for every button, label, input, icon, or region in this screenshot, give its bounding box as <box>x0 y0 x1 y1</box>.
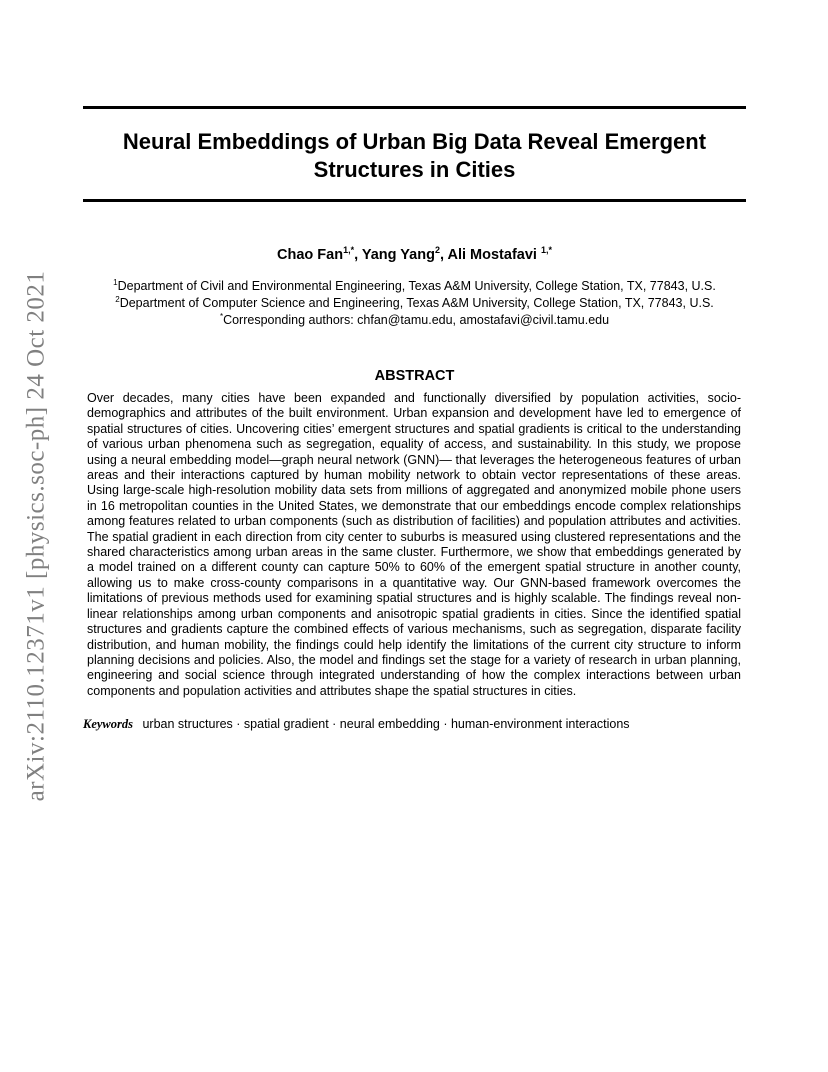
abstract-heading: ABSTRACT <box>374 368 455 384</box>
corresponding-author-line <box>83 312 746 329</box>
paper-title-line-1: Neural Embeddings of Urban Big Data Reveal Emergent <box>122 129 707 154</box>
affiliation-list <box>83 278 746 329</box>
affiliation-line <box>83 295 746 312</box>
arxiv-identifier-stamp <box>20 256 52 816</box>
author-name: Ali Mostafavi <box>447 247 537 263</box>
title-top-rule <box>83 106 746 109</box>
arxiv-identifier-text: arXiv:2110.12371v1 [physics.soc-ph] 24 Oct 2021 <box>22 270 49 802</box>
affiliation-line <box>83 278 746 295</box>
author-affiliation-marks: 2 <box>434 245 440 256</box>
paper-title <box>83 128 746 184</box>
abstract-body: Over decades, many cities have been expanded and functionally diversified by population activities, socio-demographics and attributes of the built environment. Urban expansion and development have led to emergence of spatial structures of cities. Uncovering cities’ emergent structures and spatial gradients is critical to the understanding of various urban phenomena such as segregation, equality of access, and sustainability. In this study, we propose using a neural embedding model—graph neural network (GNN)— that leverages the heterogeneous features of urban areas and their interactions captured by human mobility network to obtain vector representations of these areas. Using large-scale high-resolution mobility data sets from millions of aggregated and anonymized mobile phone users in 16 metropolitan counties in the United States, we demonstrate that our embeddings encode complex relationships among features related to urban components (such as distribution of facilities) and population attributes and activities. The spatial gradient in each direction from city center to suburbs is measured using clustered representations and the shared characteristics among urban areas in the same cluster. Furthermore, we show that embeddings generated by a model trained on a different county can capture 50% to 60% of the emergent spatial structure in another county, allowing us to make cross-county comparisons in a quantitative way. Our GNN-based framework overcomes the limitations of previous methods used for examining spatial structures and is highly scalable. The findings reveal non-linear relationships among urban components and anisotropic spatial gradients in cities. Since the identified spatial structures and gradients capture the combined effects of various mechanisms, such as segregation, disparate facility distribution, and human mobility, the findings could help identify the limitations of the current city structure to inform planning decisions and policies. Also, the model and findings set the stage for a variety of research in urban planning, engineering and social science through integrated understanding of how the complex interactions between urban components and population activities and attributes shape the spatial structures in cities. <box>87 391 741 698</box>
author-list <box>83 245 746 265</box>
corresponding-author-text: Corresponding authors: chfan@tamu.edu, amostafavi@civil.tamu.edu <box>223 313 610 327</box>
author-name: Chao Fan <box>277 247 344 263</box>
author-separator: , <box>439 247 448 263</box>
title-bottom-rule <box>83 199 746 202</box>
affiliation-text: Department of Civil and Environmental Engineering, Texas A&M University, College Station, TX, 77843, U.S. <box>117 279 716 293</box>
author-affiliation-marks: 1,* <box>343 245 355 256</box>
author-name: Yang Yang <box>361 247 435 263</box>
author-separator: , <box>354 247 362 263</box>
author-affiliation-marks: 1,* <box>540 245 552 256</box>
keywords-line <box>83 716 746 732</box>
paper-title-line-2: Structures in Cities <box>313 157 516 182</box>
affiliation-text: Department of Computer Science and Engineering, Texas A&M University, College Station, TX, 77843, U.S. <box>119 296 714 310</box>
affiliation-mark: 2 <box>115 294 120 304</box>
affiliation-mark: 1 <box>113 277 118 287</box>
keywords-text: urban structures · spatial gradient · neural embedding · human-environment interactions <box>142 717 630 731</box>
keywords-label: Keywords <box>83 717 133 731</box>
affiliation-mark: * <box>219 311 224 321</box>
